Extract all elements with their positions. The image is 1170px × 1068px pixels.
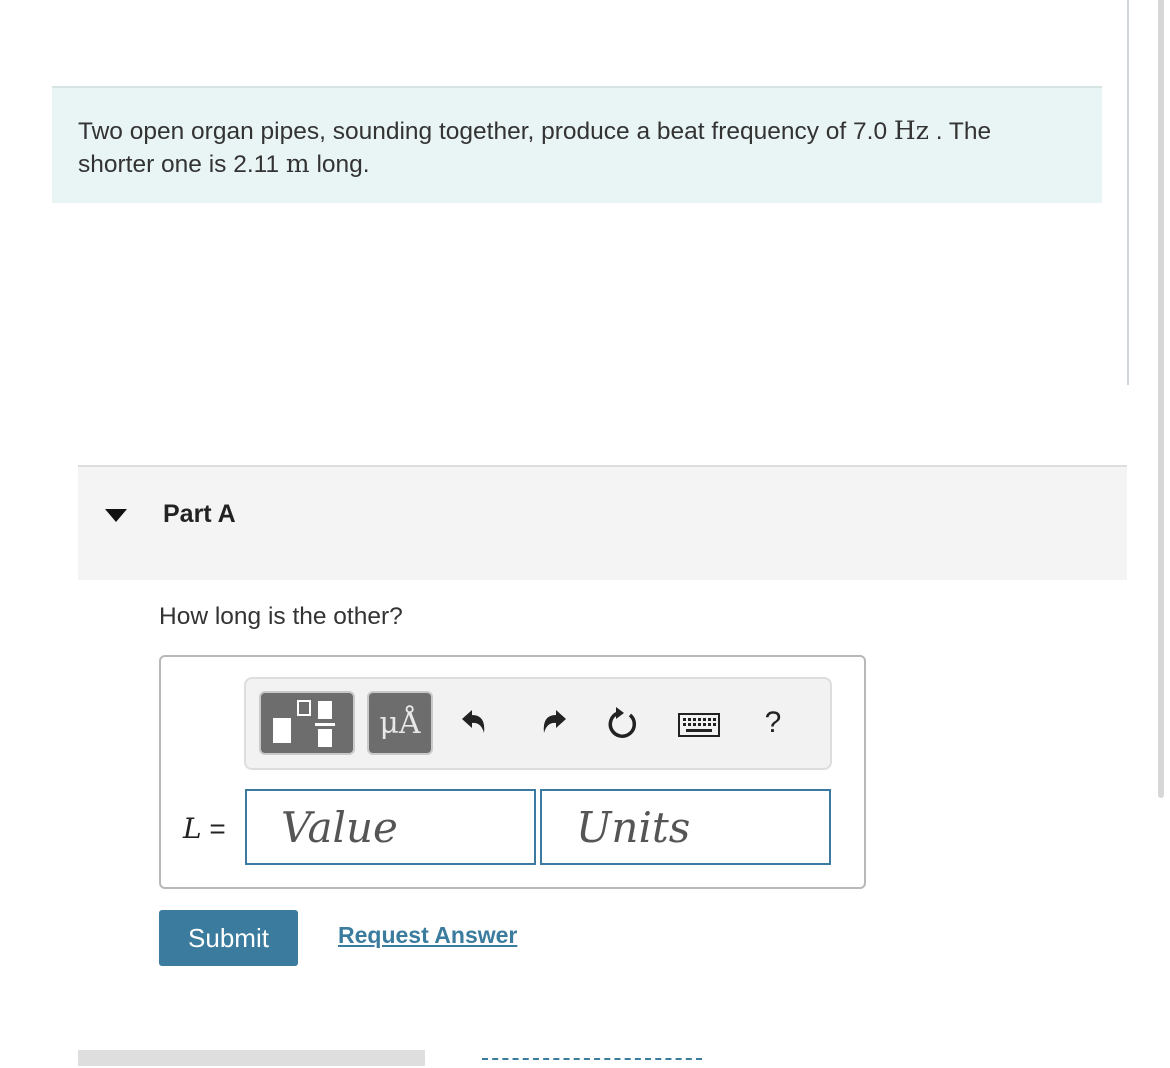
problem-text-part: . The — [928, 118, 992, 145]
redo-icon[interactable] — [534, 703, 574, 743]
frequency-unit: Hz — [893, 116, 929, 145]
keyboard-icon[interactable] — [678, 711, 720, 739]
bottom-button-fragment[interactable] — [78, 1050, 425, 1066]
units-button[interactable] — [367, 691, 433, 755]
variable-label — [183, 812, 226, 845]
answer-box — [159, 655, 866, 889]
equals-sign: = — [201, 813, 226, 844]
caret-down-icon[interactable] — [105, 509, 127, 522]
part-a-header[interactable] — [78, 465, 1127, 580]
scrollbar[interactable] — [1158, 0, 1164, 798]
value-input[interactable] — [245, 789, 536, 865]
undo-icon[interactable] — [454, 703, 494, 743]
part-title: Part A — [163, 500, 236, 528]
problem-text — [78, 115, 1078, 181]
variable-name: L — [183, 812, 202, 845]
problem-text-part: shorter one is 2.11 — [78, 151, 286, 178]
length-unit: m — [285, 149, 310, 178]
help-icon[interactable]: ? — [764, 706, 782, 739]
problem-text-part: long. — [309, 151, 370, 178]
request-answer-link[interactable]: Request Answer — [338, 922, 518, 948]
templates-icon — [261, 693, 353, 753]
units-input[interactable] — [540, 789, 831, 865]
bottom-link-fragment[interactable] — [482, 1058, 702, 1068]
question-text: How long is the other? — [159, 603, 403, 630]
templates-button[interactable] — [259, 691, 355, 755]
problem-text-part: Two open organ pipes, sounding together, produce a beat frequency of 7.0 — [78, 118, 894, 145]
right-divider — [1127, 0, 1129, 385]
units-label: μÅ — [379, 705, 421, 741]
reset-icon[interactable] — [604, 704, 644, 744]
problem-statement — [52, 86, 1102, 203]
submit-button[interactable]: Submit — [159, 910, 298, 966]
math-toolbar — [244, 677, 832, 770]
